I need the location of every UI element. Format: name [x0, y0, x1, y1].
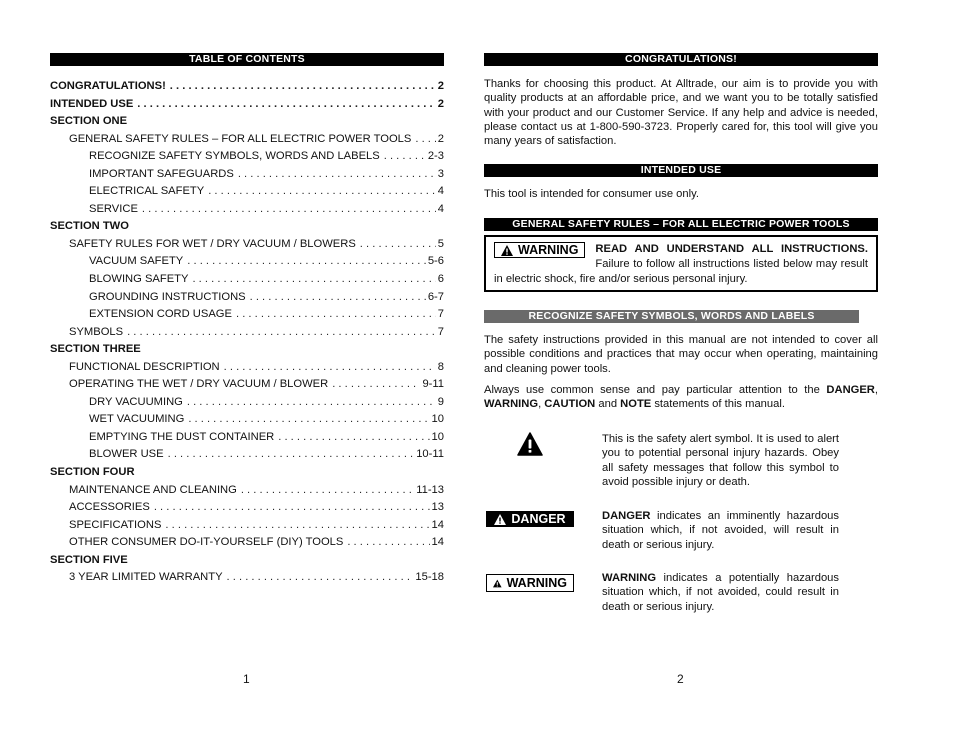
- toc-entry: [50, 133, 444, 151]
- toc-entry-title: BLOWING SAFETY: [89, 273, 189, 286]
- toc-leader-dots: [241, 484, 414, 496]
- toc-entry: [50, 150, 444, 168]
- warning-box: [484, 235, 878, 292]
- toc-entry: [50, 536, 444, 554]
- toc-entry: [50, 203, 444, 221]
- toc-entry-page: 7: [437, 308, 444, 321]
- toc-leader-dots: [142, 203, 436, 215]
- warning-text: indicates a potentially hazardous situation which, if not avoided, could result in death or serious injury.: [602, 572, 839, 613]
- para2-sep: ,: [538, 398, 545, 411]
- para2-caution: CAUTION: [544, 398, 596, 411]
- safety-alert-icon: [517, 432, 543, 456]
- toc-entry-page: 7: [437, 325, 444, 338]
- danger-badge-label: DANGER: [511, 512, 566, 526]
- toc-entry-page: 2: [437, 80, 444, 92]
- toc-entry: [50, 308, 444, 326]
- toc-entry-title: DRY VACUUMING: [89, 395, 183, 408]
- toc-entry-page: 13: [431, 501, 444, 514]
- toc-entry-title: SECTION FOUR: [50, 466, 135, 479]
- toc-leader-dots: [165, 519, 429, 531]
- warning-badge-label: WARNING: [506, 576, 567, 590]
- intended-use-header: INTENDED USE: [484, 164, 878, 177]
- para2-warning: WARNING: [484, 398, 539, 411]
- toc-entry-title: SAFETY RULES FOR WET / DRY VACUUM / BLOWERS: [69, 237, 356, 250]
- para2-text: Always use common sense and pay particular attention to the: [484, 384, 827, 396]
- toc-entry-page: 4: [437, 202, 444, 215]
- toc-entry-page: 2: [437, 97, 444, 110]
- toc-leader-dots: [224, 361, 436, 373]
- toc-leader-dots: [238, 168, 436, 180]
- toc-entry-page: 10: [431, 430, 444, 443]
- toc-leader-dots: [250, 291, 426, 303]
- toc-leader-dots: [168, 448, 415, 460]
- toc-entry: [50, 448, 444, 466]
- toc-entry: [50, 571, 444, 589]
- toc-entry-page: 15-18: [415, 571, 444, 584]
- toc-entry-title: RECOGNIZE SAFETY SYMBOLS, WORDS AND LABELS: [89, 150, 380, 163]
- page-number-left: 1: [243, 672, 250, 686]
- toc-entry: [50, 361, 444, 379]
- toc-leader-dots: [154, 501, 430, 513]
- toc-leader-dots: [360, 238, 436, 250]
- toc-entry-page: 6: [437, 273, 444, 286]
- toc-entry-page: 5-6: [427, 255, 444, 268]
- warning-badge: [494, 242, 585, 260]
- toc-entry: [50, 554, 444, 572]
- toc-entry: [50, 413, 444, 431]
- safety-alert-description: This is the safety alert symbol. It is used to alert you to potential personal injury hazards. Obey all safety messages that follow this symbol to avoid possible injury or death.: [602, 433, 839, 489]
- toc-entry-title: EXTENSION CORD USAGE: [89, 308, 232, 321]
- toc-entry: [50, 98, 444, 116]
- para2-sep: ,: [874, 384, 878, 396]
- toc-entry: [50, 484, 444, 502]
- alert-triangle-icon: [494, 514, 506, 525]
- warning-badge-label: WARNING: [518, 242, 579, 257]
- toc-entry-title: SECTION FIVE: [50, 553, 128, 566]
- warning-box-bold: READ AND UNDERSTAND ALL INSTRUCTIONS.: [595, 243, 868, 255]
- toc-entry-page: 9: [437, 395, 444, 408]
- toc-entry-page: 5: [437, 237, 444, 250]
- toc-leader-dots: [278, 431, 429, 443]
- intended-use-text: This tool is intended for consumer use only.: [484, 188, 699, 200]
- toc-entry-title: 3 YEAR LIMITED WARRANTY: [69, 571, 223, 584]
- toc-entry-title: ELECTRICAL SAFETY: [89, 185, 205, 198]
- danger-description: [602, 509, 839, 552]
- toc-entry-title: SYMBOLS: [69, 325, 124, 338]
- general-safety-header: GENERAL SAFETY RULES – FOR ALL ELECTRIC POWER TOOLS: [484, 218, 878, 231]
- toc-entry-title: SERVICE: [89, 202, 138, 215]
- toc-entry: [50, 519, 444, 537]
- toc-entry: [50, 168, 444, 186]
- danger-badge: [486, 511, 574, 527]
- danger-text: indicates an imminently hazardous situation which, if not avoided, will result in death or serious injury.: [602, 510, 839, 551]
- toc-entry-title: ACCESSORIES: [69, 501, 150, 514]
- toc-entry-title: GENERAL SAFETY RULES – FOR ALL ELECTRIC POWER TOOLS: [69, 132, 412, 145]
- toc-entry-title: GROUNDING INSTRUCTIONS: [89, 290, 246, 303]
- toc-entry-page: 11-13: [416, 483, 444, 496]
- toc-leader-dots: [127, 326, 436, 338]
- congratulations-text: Thanks for choosing this product. At Alltrade, our aim is to provide you with quality products at an affordable price, and we want you to be totally satisfied with your product and our Customer Service. If any help and advice is needed, please contact us at 1-800-590-3723. Properly cared for, this tool will give you many years of satisfaction.: [484, 78, 878, 148]
- toc-leader-dots: [192, 273, 435, 285]
- toc-entry: [50, 220, 444, 238]
- toc-entry-title: INTENDED USE: [50, 97, 134, 110]
- toc-entry: [50, 466, 444, 484]
- toc-entry: [50, 431, 444, 449]
- toc-leader-dots: [332, 378, 420, 390]
- toc-leader-dots: [137, 98, 435, 110]
- para2-end: statements of this manual.: [651, 398, 785, 411]
- safety-instructions-paragraph: The safety instructions provided in this manual are not intended to cover all possible conditions and practices that may occur when operating, maintaining and cleaning power tools.: [484, 334, 878, 375]
- toc-entry-page: 8: [437, 360, 444, 373]
- toc-entry-page: 14: [431, 518, 444, 531]
- toc-entry-title: IMPORTANT SAFEGUARDS: [89, 167, 234, 180]
- toc-leader-dots: [208, 185, 436, 197]
- toc-entry-page: 14: [431, 536, 444, 549]
- right-page: [484, 0, 878, 738]
- para2-note: NOTE: [620, 398, 652, 411]
- alert-triangle-icon: [501, 245, 513, 256]
- toc-entry-page: 6-7: [427, 290, 444, 303]
- toc-header: TABLE OF CONTENTS: [50, 53, 444, 66]
- toc-entry: [50, 326, 444, 344]
- toc-entry-title: SECTION ONE: [50, 115, 128, 128]
- recognize-symbols-header: RECOGNIZE SAFETY SYMBOLS, WORDS AND LABELS: [484, 310, 859, 323]
- para2-danger: DANGER: [826, 384, 875, 396]
- toc-entry-page: 10: [431, 413, 444, 426]
- toc-entry-title: FUNCTIONAL DESCRIPTION: [69, 360, 220, 373]
- toc-entry-title: SECTION TWO: [50, 220, 129, 233]
- danger-bold: DANGER: [602, 510, 651, 522]
- toc-entry-page: 3: [437, 167, 444, 180]
- toc-entry: [50, 501, 444, 519]
- warning-badge: [486, 574, 574, 592]
- toc-entry: [50, 238, 444, 256]
- common-sense-paragraph: [484, 383, 878, 412]
- toc-entry-title: MAINTENANCE AND CLEANING: [69, 483, 237, 496]
- toc-entry-page: 4: [437, 185, 444, 198]
- toc-leader-dots: [170, 80, 436, 92]
- warning-bold: WARNING: [602, 572, 657, 584]
- toc-entry: [50, 255, 444, 273]
- toc-entry: [50, 185, 444, 203]
- toc-leader-dots: [236, 308, 436, 320]
- congratulations-header: CONGRATULATIONS!: [484, 53, 878, 66]
- para2-and: and: [595, 398, 621, 411]
- toc-entry: [50, 396, 444, 414]
- warning-description: [602, 571, 839, 614]
- toc-entry-title: EMPTYING THE DUST CONTAINER: [89, 430, 275, 443]
- toc-leader-dots: [187, 396, 436, 408]
- toc-entry-title: VACUUM SAFETY: [89, 255, 184, 268]
- toc-entry-page: 9-11: [422, 378, 444, 391]
- toc-entry-title: SPECIFICATIONS: [69, 518, 162, 531]
- toc-entry-title: WET VACUUMING: [89, 413, 185, 426]
- toc-entry-title: BLOWER USE: [89, 448, 164, 461]
- toc-leader-dots: [188, 413, 429, 425]
- alert-triangle-icon: [493, 578, 502, 589]
- toc-entry: [50, 273, 444, 291]
- warning-box-text: Failure to follow all instructions listed below may result in electric shock, fire and/or serious personal injury.: [494, 257, 868, 285]
- toc-entry: [50, 115, 444, 133]
- toc-entry: [50, 378, 444, 396]
- table-of-contents: [50, 80, 444, 589]
- toc-entry: [50, 291, 444, 309]
- left-page: [50, 0, 444, 738]
- page-number-right: 2: [677, 672, 684, 686]
- toc-leader-dots: [347, 536, 429, 548]
- toc-entry-title: OTHER CONSUMER DO-IT-YOURSELF (DIY) TOOLS: [69, 536, 344, 549]
- toc-entry: [50, 80, 444, 98]
- toc-leader-dots: [384, 150, 426, 162]
- toc-entry-title: CONGRATULATIONS!: [50, 80, 166, 92]
- toc-entry-page: 2-3: [427, 150, 444, 163]
- toc-entry-title: OPERATING THE WET / DRY VACUUM / BLOWER: [69, 378, 329, 391]
- toc-entry-title: SECTION THREE: [50, 343, 141, 356]
- toc-leader-dots: [227, 571, 414, 583]
- toc-leader-dots: [187, 255, 426, 267]
- toc-entry-page: 2: [437, 132, 444, 145]
- toc-entry-page: 10-11: [416, 448, 444, 461]
- toc-entry: [50, 343, 444, 361]
- toc-leader-dots: [415, 133, 435, 145]
